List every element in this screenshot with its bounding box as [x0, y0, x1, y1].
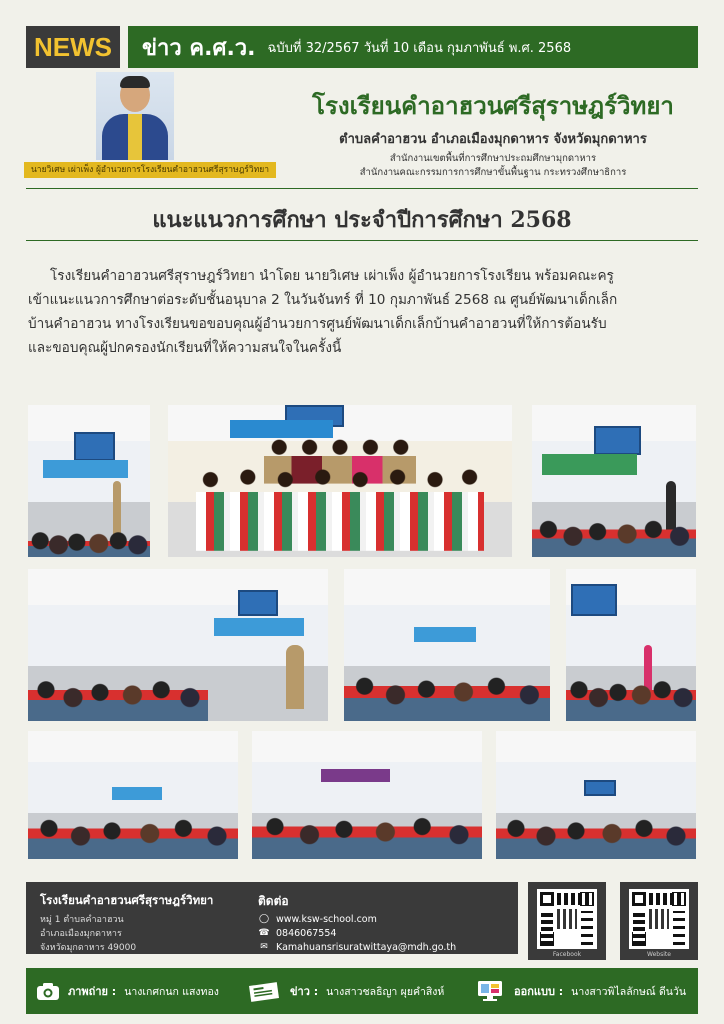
email-line[interactable] [258, 941, 456, 953]
divider [26, 240, 698, 241]
camera-icon [36, 981, 60, 1001]
contact-box [26, 882, 518, 954]
credits-bar [26, 968, 698, 1014]
contact-title: ติดต่อ [258, 894, 289, 908]
event-photo-group [168, 405, 512, 557]
event-photo-7 [28, 731, 238, 859]
qr-code-icon [629, 889, 689, 949]
issue-bar [128, 26, 698, 68]
website-line[interactable] [258, 913, 377, 925]
footer-school-name: โรงเรียนคำอาฮวนศรีสุราษฎร์วิทยา [40, 893, 214, 907]
event-photo-8 [252, 731, 482, 859]
phone-icon: ☎ [258, 928, 270, 938]
footer-address-line: อำเภอเมืองมุกดาหาร [40, 929, 122, 939]
qr-code-icon [537, 889, 597, 949]
event-photo-9 [496, 731, 696, 859]
credit-photo-label: ภาพถ่าย : [68, 985, 117, 998]
credit-news [248, 968, 444, 1014]
website-link[interactable]: www.ksw-school.com [276, 913, 377, 925]
qr-facebook[interactable] [528, 882, 606, 960]
credit-news-label: ข่าว : [290, 985, 319, 998]
event-photo-4 [28, 569, 328, 721]
footer-address-line: หมู่ 1 ตำบลคำอาฮวน [40, 915, 124, 925]
divider [26, 188, 698, 189]
globe-icon: ◯ [258, 914, 270, 924]
event-photo-5 [344, 569, 550, 721]
article-line: โรงเรียนคำอาฮวนศรีสุราษฎร์วิทยา นำโดย นายวิเศษ เผ่าเพ็ง ผู้อำนวยการโรงเรียน พร้อมคณะครู [50, 268, 614, 284]
credit-design [474, 968, 686, 1014]
email-icon: ✉ [260, 942, 268, 952]
design-monitor-icon [474, 979, 506, 1003]
newspaper-icon [248, 980, 282, 1002]
article-line: บ้านคำอาฮวน ทางโรงเรียนขอขอบคุณผู้อำนวยการศูนย์พัฒนาเด็กเล็กบ้านคำอาฮวนที่ให้การต้อนรับ [28, 316, 607, 332]
headline: แนะแนวการศึกษา ประจำปีการศึกษา 2568 [152, 207, 572, 233]
article-body [28, 264, 696, 360]
issue-info: ฉบับที่ 32/2567 วันที่ 10 เดือน กุมภาพันธ์ พ.ศ. 2568 [267, 40, 572, 56]
qr-label: Facebook [552, 951, 582, 958]
qr-website[interactable] [620, 882, 698, 960]
school-address: ตำบลคำอาฮวน อำเภอเมืองมุกดาหาร จังหวัดมุกดาหาร [339, 132, 647, 147]
director-caption: นายวิเศษ เผ่าเพ็ง ผู้อำนวยการโรงเรียนคำอาฮวนศรีสุราษฎร์วิทยา [24, 162, 276, 178]
credit-design-label: ออกแบบ : [514, 985, 564, 998]
director-photo [96, 72, 174, 160]
school-name: โรงเรียนคำอาฮวนศรีสุราษฎร์วิทยา [312, 91, 674, 120]
credit-design-name: นางสาวพิไลลักษณ์ ดีนวัน [571, 985, 687, 998]
phone-line[interactable] [258, 927, 336, 939]
credit-photo-name: นางเกศกนก แสงทอง [124, 985, 219, 998]
office-line-2: สำนักงานคณะกรรมการการศึกษาขั้นพื้นฐาน กระทรวงศึกษาธิการ [359, 167, 627, 178]
article-line: และขอบคุณผู้ปกครองนักเรียนที่ให้ความสนใจในครั้งนี้ [28, 340, 342, 356]
event-photo-6 [566, 569, 696, 721]
qr-label: Website [647, 951, 671, 958]
credit-photo [36, 968, 219, 1014]
newsletter-title: ข่าว ค.ศ.ว. [142, 35, 256, 61]
article-line: เข้าแนะแนวการศึกษาต่อระดับชั้นอนุบาล 2 ในวันจันทร์ ที่ 10 กุมภาพันธ์ 2568 ณ ศูนย์พัฒนาเด็กเล็ก [28, 292, 618, 308]
event-photo-3 [532, 405, 696, 557]
email-link[interactable]: Kamahuansrisuratwittaya@mdh.go.th [276, 941, 457, 953]
news-badge: NEWS [26, 26, 120, 68]
footer-address-line: จังหวัดมุกดาหาร 49000 [40, 943, 137, 953]
credit-news-name: นางสาวชลธิญา ผุยคำสิงห์ [326, 985, 445, 998]
event-photo-1 [28, 405, 150, 557]
office-line-1: สำนักงานเขตพื้นที่การศึกษาประถมศึกษามุกดาหาร [389, 153, 597, 164]
phone-number[interactable]: 0846067554 [276, 927, 337, 939]
